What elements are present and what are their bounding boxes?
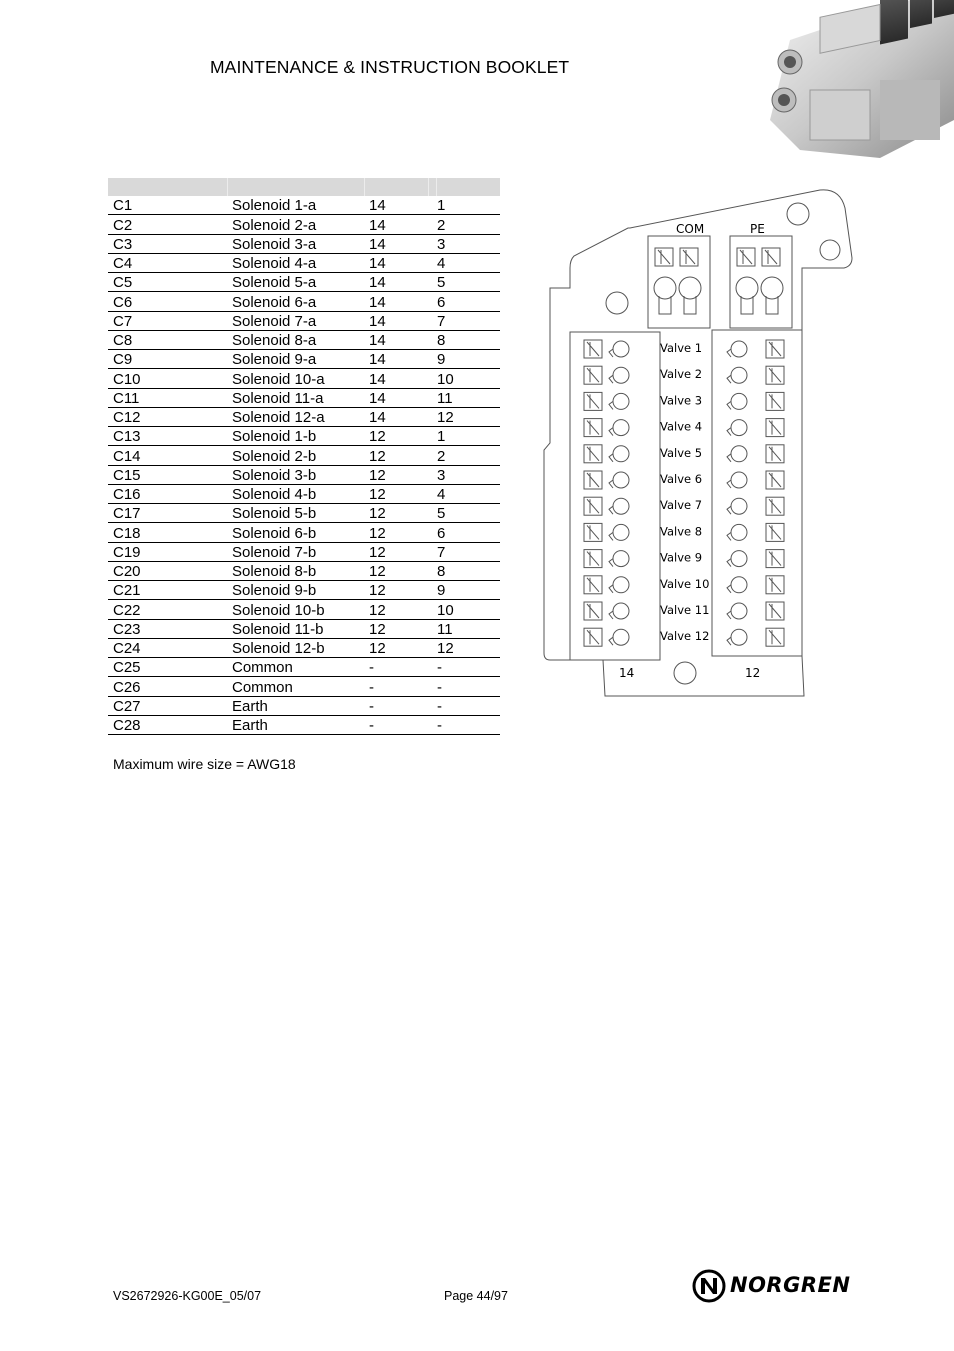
left-screw-terminal-7-slot xyxy=(587,499,599,513)
mount-hole xyxy=(606,292,628,314)
left-wire-clamp-1 xyxy=(613,341,629,357)
top-screw-terminal-3-slot xyxy=(740,250,752,264)
connector-cell: C28 xyxy=(108,715,227,734)
left-screw-terminal-10-slot xyxy=(587,578,599,592)
valve-cell: 4 xyxy=(432,484,500,503)
valve-cell: 8 xyxy=(432,561,500,580)
valve-cell: 11 xyxy=(432,388,500,407)
port-cell: 12 xyxy=(364,523,432,542)
port-cell: 12 xyxy=(364,465,432,484)
table-header-bar xyxy=(108,178,500,196)
left-wire-clamp-11 xyxy=(613,603,629,619)
valve-label: Valve 4 xyxy=(660,419,703,434)
right-screw-terminal-7-slot xyxy=(769,499,781,513)
function-cell: Solenoid 10-b xyxy=(227,600,364,619)
right-wire-clamp-8-tab xyxy=(727,532,731,540)
connector-cell: C14 xyxy=(108,446,227,465)
table-row xyxy=(108,542,500,561)
function-cell: Solenoid 3-b xyxy=(227,465,364,484)
left-screw-terminal-3-slot xyxy=(587,394,599,408)
left-screw-terminal-4-slot xyxy=(587,421,599,435)
left-screw-terminal-6-slot xyxy=(587,473,599,487)
valve-cell: 8 xyxy=(432,330,500,349)
port-cell: 14 xyxy=(364,253,432,272)
function-cell: Solenoid 9-a xyxy=(227,350,364,369)
right-wire-clamp-9 xyxy=(731,551,747,567)
connector-cell: C22 xyxy=(108,600,227,619)
right-wire-clamp-10-tab xyxy=(727,585,731,593)
function-cell: Solenoid 10-a xyxy=(227,369,364,388)
top-screw-terminal-1-slot xyxy=(658,250,670,264)
table-row xyxy=(108,215,500,234)
table-row xyxy=(108,311,500,330)
left-wire-clamp-9-tab xyxy=(609,559,613,567)
valve-cell: 2 xyxy=(432,215,500,234)
right-bank-label: 12 xyxy=(745,666,761,680)
connector-cell: C15 xyxy=(108,465,227,484)
connector-cell: C21 xyxy=(108,581,227,600)
valve-cell: - xyxy=(432,677,500,696)
connector-cell: C8 xyxy=(108,330,227,349)
left-wire-clamp-3-tab xyxy=(609,401,613,409)
right-wire-clamp-1-tab xyxy=(727,349,731,357)
table-row xyxy=(108,638,500,657)
valve-label: Valve 7 xyxy=(660,498,703,513)
valve-cell: 5 xyxy=(432,504,500,523)
left-wire-clamp-7 xyxy=(613,498,629,514)
connector-cell: C11 xyxy=(108,388,227,407)
right-wire-clamp-11 xyxy=(731,603,747,619)
footer-document-code: VS2672926-KG00E_05/07 xyxy=(113,1289,262,1303)
left-wire-clamp-12-tab xyxy=(609,637,613,645)
port-cell: 14 xyxy=(364,292,432,311)
right-wire-clamp-4-tab xyxy=(727,428,731,436)
table-row xyxy=(108,292,500,311)
right-wire-clamp-7-tab xyxy=(727,506,731,514)
left-wire-clamp-9 xyxy=(613,551,629,567)
function-cell: Solenoid 5-a xyxy=(227,273,364,292)
function-cell: Solenoid 12-a xyxy=(227,407,364,426)
top-wire-clamp-1 xyxy=(654,277,676,299)
right-screw-terminal-12-slot xyxy=(769,630,781,644)
right-wire-clamp-3 xyxy=(731,393,747,409)
right-wire-clamp-10 xyxy=(731,577,747,593)
port-cell: 12 xyxy=(364,542,432,561)
right-wire-clamp-7 xyxy=(731,498,747,514)
left-wire-clamp-4 xyxy=(613,420,629,436)
connector-cell: C18 xyxy=(108,523,227,542)
valve-cell: 3 xyxy=(432,234,500,253)
left-wire-clamp-4-tab xyxy=(609,428,613,436)
valve-label: Valve 3 xyxy=(660,393,703,408)
table-row xyxy=(108,427,500,446)
connector-cell: C23 xyxy=(108,619,227,638)
valve-label: Valve 10 xyxy=(660,576,710,591)
left-wire-clamp-10-tab xyxy=(609,585,613,593)
port-cell: 12 xyxy=(364,561,432,580)
norgren-wordmark: NORGREN xyxy=(730,1273,851,1297)
valve-label: Valve 1 xyxy=(660,341,703,355)
function-cell: Solenoid 2-a xyxy=(227,215,364,234)
wire-size-note: Maximum wire size = AWG18 xyxy=(113,756,296,772)
right-wire-clamp-11-tab xyxy=(727,611,731,619)
right-wire-clamp-5-tab xyxy=(727,454,731,462)
right-screw-terminal-8-slot xyxy=(769,525,781,539)
valve-cell: 6 xyxy=(432,523,500,542)
connector-cell: C20 xyxy=(108,561,227,580)
function-cell: Solenoid 7-a xyxy=(227,311,364,330)
port-cell: 12 xyxy=(364,446,432,465)
function-cell: Solenoid 7-b xyxy=(227,542,364,561)
left-screw-terminal-9-slot xyxy=(587,552,599,566)
port-cell: 14 xyxy=(364,234,432,253)
valve-cell: 12 xyxy=(432,638,500,657)
port-cell: 14 xyxy=(364,273,432,292)
valve-cell: - xyxy=(432,696,500,715)
valve-manifold-photo xyxy=(760,0,954,160)
table-row xyxy=(108,619,500,638)
function-cell: Solenoid 4-a xyxy=(227,253,364,272)
valve-cell: 2 xyxy=(432,446,500,465)
mount-hole xyxy=(820,240,840,260)
function-cell: Solenoid 5-b xyxy=(227,504,364,523)
function-cell: Solenoid 2-b xyxy=(227,446,364,465)
right-screw-terminal-9-slot xyxy=(769,552,781,566)
connector-cell: C27 xyxy=(108,696,227,715)
function-cell: Solenoid 6-b xyxy=(227,523,364,542)
valve-cell: 1 xyxy=(432,427,500,446)
function-cell: Solenoid 1-a xyxy=(227,196,364,215)
function-cell: Earth xyxy=(227,696,364,715)
wiring-table-body xyxy=(108,196,500,735)
port-cell: 14 xyxy=(364,369,432,388)
valve-label: Valve 9 xyxy=(660,550,703,565)
left-wire-clamp-7-tab xyxy=(609,506,613,514)
table-row xyxy=(108,330,500,349)
left-screw-terminal-5-slot xyxy=(587,447,599,461)
valve-cell: 4 xyxy=(432,253,500,272)
valve-cell: - xyxy=(432,715,500,734)
valve-cell: - xyxy=(432,658,500,677)
function-cell: Solenoid 11-b xyxy=(227,619,364,638)
terminal-block-diagram xyxy=(540,188,860,703)
connector-cell: C6 xyxy=(108,292,227,311)
function-cell: Solenoid 8-b xyxy=(227,561,364,580)
port-cell: - xyxy=(364,715,432,734)
table-row xyxy=(108,561,500,580)
right-wire-clamp-9-tab xyxy=(727,559,731,567)
connector-cell: C10 xyxy=(108,369,227,388)
left-wire-clamp-5-tab xyxy=(609,454,613,462)
table-row xyxy=(108,388,500,407)
connector-cell: C7 xyxy=(108,311,227,330)
connector-cell: C3 xyxy=(108,234,227,253)
port-cell: 12 xyxy=(364,581,432,600)
port-cell: 14 xyxy=(364,330,432,349)
port-cell: 14 xyxy=(364,311,432,330)
port-cell: - xyxy=(364,696,432,715)
table-row xyxy=(108,234,500,253)
left-screw-terminal-2-slot xyxy=(587,368,599,382)
valve-cell: 10 xyxy=(432,600,500,619)
function-cell: Common xyxy=(227,658,364,677)
valve-label: Valve 2 xyxy=(660,367,703,382)
function-cell: Earth xyxy=(227,715,364,734)
left-wire-clamp-12 xyxy=(613,629,629,645)
left-wire-clamp-11-tab xyxy=(609,611,613,619)
left-screw-terminal-11-slot xyxy=(587,604,599,618)
connector-cell: C16 xyxy=(108,484,227,503)
right-screw-terminal-10-slot xyxy=(769,578,781,592)
connector-cell: C9 xyxy=(108,350,227,369)
right-screw-terminal-4-slot xyxy=(769,421,781,435)
top-wire-clamp-2 xyxy=(679,277,701,299)
com-terminal-block xyxy=(648,236,710,328)
right-wire-clamp-3-tab xyxy=(727,401,731,409)
table-row xyxy=(108,253,500,272)
function-cell: Solenoid 1-b xyxy=(227,427,364,446)
valve-cell: 12 xyxy=(432,407,500,426)
function-cell: Solenoid 6-a xyxy=(227,292,364,311)
valve-label: Valve 8 xyxy=(660,524,703,539)
pe-terminal-block xyxy=(730,236,792,328)
table-row xyxy=(108,581,500,600)
connector-cell: C1 xyxy=(108,196,227,215)
table-row xyxy=(108,696,500,715)
function-cell: Solenoid 3-a xyxy=(227,234,364,253)
top-screw-terminal-2-slot xyxy=(683,250,695,264)
footer-page-number: Page 44/97 xyxy=(444,1289,508,1303)
function-cell: Common xyxy=(227,677,364,696)
norgren-emblem-icon xyxy=(692,1269,726,1303)
connector-cell: C4 xyxy=(108,253,227,272)
connector-cell: C5 xyxy=(108,273,227,292)
left-wire-clamp-5 xyxy=(613,446,629,462)
valve-cell: 9 xyxy=(432,350,500,369)
left-screw-terminal-8-slot xyxy=(587,525,599,539)
connector-cell: C17 xyxy=(108,504,227,523)
table-row xyxy=(108,600,500,619)
table-row xyxy=(108,715,500,734)
right-wire-clamp-5 xyxy=(731,446,747,462)
function-cell: Solenoid 11-a xyxy=(227,388,364,407)
valve-label: Valve 12 xyxy=(660,629,710,644)
left-screw-terminal-1-slot xyxy=(587,342,599,356)
left-wire-clamp-2-tab xyxy=(609,375,613,383)
port-cell: 12 xyxy=(364,504,432,523)
port-cell: 12 xyxy=(364,427,432,446)
right-wire-clamp-12-tab xyxy=(727,637,731,645)
left-wire-clamp-1-tab xyxy=(609,349,613,357)
port-cell: 14 xyxy=(364,407,432,426)
function-cell: Solenoid 4-b xyxy=(227,484,364,503)
table-row xyxy=(108,350,500,369)
table-row xyxy=(108,196,500,215)
left-wire-clamp-6-tab xyxy=(609,480,613,488)
top-wire-clamp-3 xyxy=(736,277,758,299)
right-wire-clamp-6 xyxy=(731,472,747,488)
valve-cell: 5 xyxy=(432,273,500,292)
left-wire-clamp-6 xyxy=(613,472,629,488)
table-row xyxy=(108,446,500,465)
valve-cell: 3 xyxy=(432,465,500,484)
mount-hole xyxy=(674,662,696,684)
mount-hole xyxy=(787,203,809,225)
right-wire-clamp-2 xyxy=(731,367,747,383)
left-wire-clamp-8-tab xyxy=(609,532,613,540)
table-row xyxy=(108,523,500,542)
left-screw-terminal-12-slot xyxy=(587,630,599,644)
left-wire-clamp-8 xyxy=(613,524,629,540)
connector-cell: C12 xyxy=(108,407,227,426)
function-cell: Solenoid 12-b xyxy=(227,638,364,657)
right-wire-clamp-4 xyxy=(731,420,747,436)
port-cell: 12 xyxy=(364,600,432,619)
connector-cell: C24 xyxy=(108,638,227,657)
com-label: COM xyxy=(676,222,705,236)
port-cell: - xyxy=(364,677,432,696)
left-wire-clamp-3 xyxy=(613,393,629,409)
table-row xyxy=(108,407,500,426)
port-cell: 14 xyxy=(364,215,432,234)
left-bank-label: 14 xyxy=(619,666,635,680)
right-screw-terminal-1-slot xyxy=(769,342,781,356)
valve-label: Valve 6 xyxy=(660,472,703,486)
function-cell: Solenoid 9-b xyxy=(227,581,364,600)
left-wire-clamp-2 xyxy=(613,367,629,383)
valve-cell: 1 xyxy=(432,196,500,215)
table-row xyxy=(108,369,500,388)
table-row xyxy=(108,465,500,484)
port-cell: 12 xyxy=(364,484,432,503)
right-wire-clamp-2-tab xyxy=(727,375,731,383)
valve-cell: 7 xyxy=(432,311,500,330)
table-row xyxy=(108,504,500,523)
connector-cell: C26 xyxy=(108,677,227,696)
right-wire-clamp-12 xyxy=(731,629,747,645)
norgren-logo xyxy=(690,1267,870,1305)
port-cell: 12 xyxy=(364,638,432,657)
table-row xyxy=(108,677,500,696)
port-cell: 12 xyxy=(364,619,432,638)
page-header-title: MAINTENANCE & INSTRUCTION BOOKLET xyxy=(210,57,570,77)
right-screw-terminal-6-slot xyxy=(769,473,781,487)
right-valve-terminal-block xyxy=(712,330,802,656)
valve-cell: 9 xyxy=(432,581,500,600)
port-cell: 14 xyxy=(364,196,432,215)
top-wire-clamp-4 xyxy=(761,277,783,299)
top-screw-terminal-4-slot xyxy=(765,250,777,264)
table-row xyxy=(108,273,500,292)
connector-cell: C25 xyxy=(108,658,227,677)
right-wire-clamp-1 xyxy=(731,341,747,357)
connector-cell: C19 xyxy=(108,542,227,561)
valve-label: Valve 5 xyxy=(660,445,703,460)
left-wire-clamp-10 xyxy=(613,577,629,593)
right-screw-terminal-2-slot xyxy=(769,368,781,382)
valve-cell: 10 xyxy=(432,369,500,388)
right-screw-terminal-5-slot xyxy=(769,447,781,461)
port-cell: - xyxy=(364,658,432,677)
right-screw-terminal-3-slot xyxy=(769,394,781,408)
port-cell: 14 xyxy=(364,350,432,369)
connector-cell: C2 xyxy=(108,215,227,234)
right-wire-clamp-6-tab xyxy=(727,480,731,488)
wiring-table xyxy=(108,178,500,735)
valve-cell: 11 xyxy=(432,619,500,638)
valve-cell: 6 xyxy=(432,292,500,311)
right-wire-clamp-8 xyxy=(731,524,747,540)
table-row xyxy=(108,484,500,503)
connector-cell: C13 xyxy=(108,427,227,446)
function-cell: Solenoid 8-a xyxy=(227,330,364,349)
right-screw-terminal-11-slot xyxy=(769,604,781,618)
valve-cell: 7 xyxy=(432,542,500,561)
pe-label: PE xyxy=(750,222,765,236)
port-cell: 14 xyxy=(364,388,432,407)
valve-label: Valve 11 xyxy=(660,603,710,617)
table-row xyxy=(108,658,500,677)
